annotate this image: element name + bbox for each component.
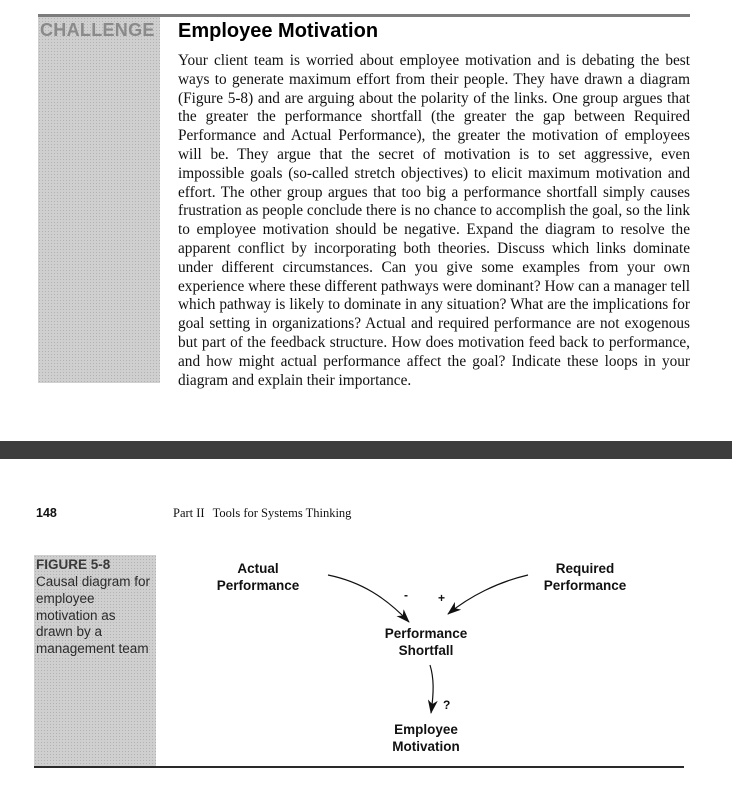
node-motivation-line2: Motivation [392,738,460,754]
running-head-part: Part II [173,506,205,520]
bottom-rule [34,766,684,768]
node-shortfall-line2: Shortfall [398,642,454,658]
figure-label: FIGURE 5-8 [36,557,111,572]
figure-caption: Causal diagram for employee motivation as drawn by a management team [36,574,151,657]
polarity-required-link: + [438,591,446,605]
link-shortfall-to-motivation [430,665,433,713]
node-required-line1: Required [555,561,615,576]
link-required-to-shortfall [448,575,528,614]
link-actual-to-shortfall [328,575,409,622]
node-performance-shortfall [376,626,476,659]
running-head-section: Tools for Systems Thinking [212,506,352,520]
node-actual-performance [214,561,302,594]
node-required-line2: Performance [543,577,627,593]
node-employee-motivation [380,722,472,755]
polarity-actual-link: - [404,588,408,602]
page-number: 148 [36,506,57,520]
node-shortfall-line1: Performance [384,626,468,641]
node-actual-line2: Performance [216,577,300,593]
challenge-body: Your client team is worried about employee motivation and is debating the best ways to generate maximum effort from their people. They have drawn a diagram (Figure 5-8) and are arguing about the polarity of the links. One group argues that the greater the performance shortfall (the greater the gap between Required Performance and Actual Performance), the greater the motivation of employees will be. They argue that the secret of motivation is to set aggressive, even impossible goals (so-called stretch objectives) to elicit maximum motivation and effort. The other group argues that too big a performance shortfall simply causes frustration as people conclude there is no chance to accomplish the goal, so the link to employee motivation should be negative. Expand the diagram to resolve the apparent conflict by incorporating both theories. Discuss which links dominate under different circumstances. Can you give some examples from your own experience where these different pathways were dominant? How can a manager tell which pathway is likely to dominate in any situation? What are the implications for goal setting in organizations? Actual and required performance are not exogenous but part of the feedback structure. How does motivation feed back to performance, and how might actual performance affect the goal? Indicate these loops in your diagram and explain their importance. [178,52,690,389]
polarity-motivation-link: ? [443,698,451,712]
node-required-performance [536,561,634,594]
node-actual-line1: Actual [237,561,279,576]
challenge-title: Employee Motivation [178,20,379,42]
challenge-label: CHALLENGE [40,20,155,40]
node-motivation-line1: Employee [394,722,458,737]
